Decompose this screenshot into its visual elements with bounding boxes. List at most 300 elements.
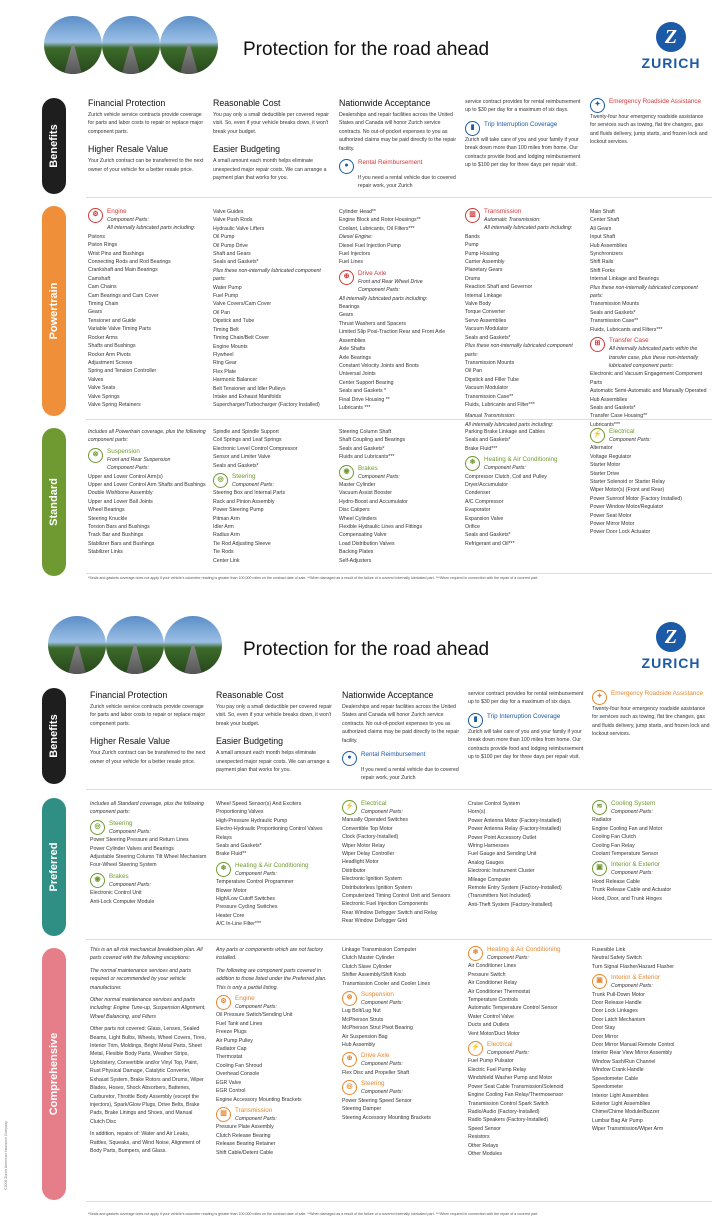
list-item: Linkage Transmission Computer	[342, 947, 417, 953]
list-item: Sensor and Limiter Valve	[213, 454, 271, 461]
list-item: Power Steering Speed Sensor	[342, 1097, 412, 1104]
list-item: Vacuum Assist Booster	[339, 490, 392, 497]
list-item: Torque Converter	[465, 309, 506, 316]
list-item: Lug Bolt/Lug Nut	[342, 1008, 381, 1015]
zurich-logo: Z ZURICH	[636, 622, 706, 671]
standard-section: Includes all Powertrain coverage, plus the following component parts: ⊗ Suspension Front and Rear Suspension Component Parts: Upper and Lower Control Arm(s) Upper and Lower Control Arm Shafts and Bushings Double Wishbone Assembly Upper and Lower Ball Joints Wheel Bearings Steering Knuckle Torsion Bars and Bushings Track Bar and Bushings Stabilizer Bars and Bushings Stabilizer Links Spindle and Spindle Support Coil Springs and Leaf Springs Electronic Level Control Compressor Sensor and Limiter Valve Seals and Gaskets* ◎ Steering Component Parts: Steering Box and Internal Parts Rack and Pinion Assembly Power Steering Pump Pitman Arm Idler Arm Radius Arm Tie Rod Adjusting Sleeve Tie Rods Center Link Steering Column Shaft Shaft Coupling and Bearings Seals and Gaskets* Fluids and Lubricants*** ◉ Brakes Component Parts: Master Cylinder Vacuum Assist Booster Hydro-Boost and Accumulator Disc Calipers Wheel Cylinders Flexible Hydraulic Lines and Fittings Compensating Valve Load Distribution Valves Backing Plates Self-Adjusters Parking Brake Linkage and Cables Seals and Gaskets* Brake Fluid*** ❄ Heating & Air Conditioning Component Parts: Compressor Clutch, Coil and Pulley Dryer/Accumulator Condenser A/C Compressor Evaporator Expansion Valve Orifice Seals and Gaskets* Refrigerant and Oil*** ⚡ Electrical Component Parts: Alternator Voltage Regulator Starter Motor Starter Drive Starter Solenoid or Starter Relay Wiper Motor(s) (Front and Rear) Power Sunroof Motor (Factory Installed) Power Window Motor/Regulator Power Seat Motor Power Mirror Motor Power Door Lock Actuator	[86, 428, 712, 574]
list-item: Turn Signal Flasher/Hazard Flasher	[592, 963, 674, 970]
list-item: Wiper Transmission/Wiper Arm	[592, 1126, 664, 1133]
parts-list	[590, 208, 710, 284]
list-item: Electro-Hydraulic Proportioning Control Valves	[216, 826, 323, 833]
list-item: Power Steering Pressure and Return Lines	[90, 837, 189, 844]
list-item: Overhead Console	[216, 1071, 260, 1078]
list-item: Pressure Plate Assembly	[216, 1124, 274, 1131]
list-item: A/C In-Line Filter***	[216, 921, 261, 928]
list-item: Clock (Factory-Installed)	[342, 834, 399, 841]
list-item: Interior Light Assemblies	[592, 1092, 649, 1099]
list-item: Variable Valve Timing Parts	[88, 326, 151, 333]
list-item: Electronic Level Control Compressor	[213, 445, 298, 452]
steering-icon: ◎	[90, 820, 105, 835]
list-item: Power Antenna Motor (Factory-Installed)	[468, 817, 562, 824]
list-item: Clutch Master Cylinder	[342, 955, 395, 962]
list-item: Shift Forks	[590, 267, 615, 274]
list-item: Thermostat	[216, 1054, 243, 1061]
parts-list	[339, 428, 457, 462]
band-preferred: Preferred	[42, 798, 66, 936]
list-item: Flex Disc and Propeller Shaft	[342, 1069, 410, 1076]
parts-list	[213, 428, 331, 470]
axle-icon: ⊕	[339, 270, 354, 285]
list-item: Door Mirror Manual Remote Control	[592, 1042, 675, 1049]
list-item: Air Conditioner Lines	[468, 963, 517, 970]
steering-icon: ◎	[213, 473, 228, 488]
list-item: Fuel Gauge and Sending Unit	[468, 851, 537, 858]
list-item: Oil Pump	[213, 234, 235, 241]
list-item: Hub Assemblies	[590, 242, 628, 249]
list-item: Spindle and Spindle Support	[213, 429, 279, 435]
list-item: Piston Rings	[88, 242, 118, 249]
list-item: Adjustable Steering Column Tilt Wheel Mechanism	[90, 854, 207, 861]
parts-list	[465, 428, 583, 453]
list-item: Heater Core	[216, 912, 245, 919]
list-item: Shafts and Bushings	[88, 343, 136, 350]
list-item: Vent Motor/Duct Motor	[468, 1030, 520, 1037]
car-icon: ●	[342, 751, 357, 766]
list-item: Clutch Release Bearing	[216, 1132, 271, 1139]
list-item: Timing Chain/Belt Cover	[213, 335, 270, 342]
list-item: Synchronizers	[590, 251, 623, 258]
list-item: Coil Springs and Leaf Springs	[213, 437, 282, 444]
brakes-icon: ◉	[339, 465, 354, 480]
cooling-icon: ≋	[592, 800, 607, 815]
list-item: Cam Chains	[88, 284, 117, 291]
list-item: Cooling Fan Clutch	[592, 834, 637, 841]
list-item: Fluids, Lubricants and Filters***	[590, 326, 663, 333]
parts-list	[88, 233, 206, 410]
parts-list	[590, 370, 710, 429]
list-item: Ring Gear	[213, 360, 237, 367]
list-item: Wheel Bearings	[88, 507, 125, 514]
list-item: Seals and Gaskets*	[465, 334, 511, 341]
header	[0, 600, 718, 680]
list-item: Fuel Pump Pulsator	[468, 1058, 514, 1065]
list-item: Bearings	[339, 304, 360, 311]
list-item: Temperature Controls	[468, 997, 518, 1004]
list-item: Adjustment Screws	[88, 359, 133, 366]
list-item: Gears	[339, 312, 354, 319]
z-icon: Z	[656, 22, 686, 52]
list-item: Hood, Door, and Trunk Hinges	[592, 895, 662, 902]
parts-list	[592, 878, 712, 903]
list-item: Engine Cooling Fan Relay/Thermosensor	[468, 1092, 564, 1099]
list-item: Coolant Temperature Sensor	[592, 851, 659, 858]
list-item: Horn(s)	[468, 809, 486, 816]
list-item: Steering Column Shaft	[339, 429, 392, 435]
list-item: Orifice	[465, 524, 480, 531]
list-item: Neutral Safety Switch	[592, 955, 642, 962]
parts-list	[216, 800, 334, 859]
list-item: Internal Linkage and Bearings	[590, 276, 659, 283]
list-item: Cooling Fan Relay	[592, 842, 635, 849]
list-item: Fluids and Lubricants***	[339, 454, 395, 461]
list-item: Pressure Switch	[468, 971, 506, 978]
list-item: Hydraulic Valve Lifters	[213, 225, 265, 232]
list-item: Timing Chain	[88, 301, 119, 308]
list-item: Power Mirror Motor	[590, 521, 635, 528]
list-item: Seals and Gaskets*	[213, 259, 259, 266]
list-item: Center Link	[213, 557, 240, 564]
road-photo-3	[160, 16, 218, 74]
list-item: Harmonic Balancer	[213, 377, 258, 384]
list-item: Servo Assemblies	[465, 317, 507, 324]
list-item: Power Window Motor/Regulator	[590, 504, 664, 511]
list-item: Trunk Pull-Down Motor	[592, 991, 645, 998]
top-sheet	[0, 0, 718, 600]
list-item: Condenser	[465, 490, 491, 497]
list-item: Blower Motor	[216, 887, 247, 894]
list-item: Diesel Fuel Injection Pump	[339, 242, 401, 249]
list-item: Clutch Slave Cylinder	[342, 963, 392, 970]
list-item: Fuel Lines	[339, 259, 363, 266]
road-photo-2	[106, 616, 164, 674]
parts-list	[342, 1069, 460, 1077]
list-item: Brake Fluid**	[216, 851, 247, 858]
list-item: Other Modules	[468, 1150, 503, 1157]
list-item: All Gears	[590, 225, 612, 232]
list-item: Bands	[465, 233, 480, 240]
list-item: Dipstick and Filler Tube	[465, 376, 519, 383]
list-item: Flexible Hydraulic Lines and Fittings	[339, 524, 423, 531]
list-item: Carrier Assembly	[465, 259, 505, 266]
list-item: Final Drive Housing **	[339, 396, 390, 403]
parts-list	[468, 1057, 586, 1158]
parts-list	[213, 284, 331, 410]
list-item: Automatic Temperature Control Sensor	[468, 1005, 558, 1012]
list-item: Release Bearing Retainer	[216, 1141, 276, 1148]
steering-icon: ◎	[342, 1080, 357, 1095]
list-item: Speed Sensor	[468, 1125, 501, 1132]
trip-icon: ▮	[465, 121, 480, 136]
parts-list	[342, 1097, 460, 1122]
list-item: Cruise Control System	[468, 801, 520, 807]
list-item: Power Sunroof Motor (Factory Installed)	[590, 495, 682, 502]
list-item: Oil Pan	[465, 368, 483, 375]
list-item: Compensating Valve	[339, 532, 387, 539]
list-item: Dryer/Accumulator	[465, 482, 508, 489]
list-item: Resistors	[468, 1134, 490, 1141]
electrical-icon: ⚡	[468, 1041, 483, 1056]
parts-list	[339, 208, 457, 233]
list-item: Hydro-Boost and Accumulator	[339, 498, 408, 505]
parts-list	[590, 300, 710, 334]
list-item: Valve Body	[465, 301, 491, 308]
list-item: Backing Plates	[339, 549, 374, 556]
zurich-logo: Z ZURICH	[636, 22, 706, 71]
list-item: Transmission Case**	[465, 393, 514, 400]
list-item: Pump	[465, 242, 479, 249]
parts-list	[342, 946, 460, 988]
list-item: Compressor Clutch, Coil and Pulley	[465, 473, 547, 480]
list-item: Fusesible Link	[592, 947, 626, 953]
list-item: Wheel Speed Sensor(s) And Exciters	[216, 801, 302, 807]
list-item: Hood Release Cable	[592, 878, 640, 885]
list-item: Electronic Instrument Cluster	[468, 868, 535, 875]
z-icon: Z	[656, 622, 686, 652]
list-item: Freeze Plugs	[216, 1029, 247, 1036]
list-item: Voltage Regulator	[590, 453, 632, 460]
list-item: Anti-Theft System (Factory-Installed)	[468, 901, 553, 908]
list-item: Shift Cable/Detent Cable	[216, 1149, 274, 1156]
hvac-icon: ❄	[468, 946, 483, 961]
list-item: Master Cylinder	[339, 482, 376, 489]
road-photo-1	[44, 16, 102, 74]
list-item: EGR Valve	[216, 1079, 242, 1086]
list-item: Upper and Lower Ball Joints	[88, 498, 153, 505]
list-item: Fuel Tank and Lines	[216, 1020, 263, 1027]
list-item: Cam Bearings and Cam Cover	[88, 292, 159, 299]
parts-list	[213, 208, 331, 267]
list-item: Seals and Gaskets*	[339, 445, 385, 452]
list-item: Door Mirror	[592, 1033, 619, 1040]
copyright-note: ©2006 Zurich American Insurance Company	[4, 1121, 8, 1190]
list-item: Ducts and Outlets	[468, 1022, 510, 1029]
parts-list	[592, 946, 712, 971]
list-item: Seals and Gaskets*	[465, 437, 511, 444]
list-item: Cylinder Head**	[339, 209, 376, 215]
list-item: Stabilizer Bars and Bushings	[88, 540, 155, 547]
parts-list	[216, 1123, 334, 1157]
list-item: Windshield Washer Pump and Motor	[468, 1075, 553, 1082]
list-item: Seals and Gaskets*	[216, 843, 262, 850]
parts-list	[90, 889, 208, 906]
transmission-icon: ▥	[465, 208, 480, 223]
list-item: Seals and Gaskets*	[213, 462, 259, 469]
roadside-icon: ✦	[592, 690, 607, 705]
brakes-icon: ◉	[90, 873, 105, 888]
parts-list	[342, 816, 460, 925]
list-item: Expansion Valve	[465, 515, 504, 522]
list-item: Intake and Exhaust Manifolds	[213, 393, 282, 400]
list-item: Wiper Delay Controller	[342, 851, 395, 858]
list-item: Reaction Shaft and Governor	[465, 284, 533, 291]
page-title: Protection for the road ahead	[243, 639, 490, 660]
list-item: Radio/Audio (Factory-Installed)	[468, 1108, 540, 1115]
parts-list	[339, 242, 457, 267]
engine-icon: ⚙	[216, 995, 231, 1010]
list-item: Electric Fuel Pump Relay	[468, 1066, 527, 1073]
list-item: Distributor	[342, 867, 366, 874]
list-item: Engine Cooling Fan and Motor	[592, 825, 663, 832]
list-item: Power Steering Pump	[213, 507, 264, 514]
list-item: Pitman Arm	[213, 515, 240, 522]
transmission-icon: ▥	[216, 1107, 231, 1122]
list-item: Axle Bearings	[339, 354, 372, 361]
parts-list	[465, 233, 583, 342]
list-item: Transfer Case Housing**	[590, 413, 648, 420]
list-item: Starter Solenoid or Starter Relay	[590, 479, 665, 486]
preferred-section: Includes all Standard coverage, plus the following component parts: ◎ Steering Component Parts: Power Steering Pressure and Return Lines Power Cylinder Valves and Bearings Adjustable Steering Column Tilt Wheel Mechanism Four-Wheel Steering System ◉ Brakes Component Parts: Electronic Control Unit Anti-Lock Computer Module Wheel Speed Sensor(s) And Exciters Proportioning Valves High-Pressure Hydraulic Pump Electro-Hydraulic Proportioning Control Valves Relays Seals and Gaskets* Brake Fluid** ❄ Heating & Air Conditioning Component Parts: Temperature Control Programmer Blower Motor High/Low Cutoff Switches Pressure Cycling Switches Heater Core A/C In-Line Filter*** ⚡ Electrical Component Parts: Manually Operated Switches Convertible Top Motor Clock (Factory-Installed) Wiper Motor Relay Wiper Delay Controller Headlight Motor Distributor Electronic Ignition System Distributorless Ignition System Computerized Timing Control Unit and Sensors Electronic Fuel Injection Components Rear Window Defogger Switch and Relay Rear Window Defogger Grid Cruise Control System Horn(s) Power Antenna Motor (Factory-Installed) Power Antenna Relay (Factory-Installed) Power Point Accessory Outlet Wiring Harnesses Fuel Gauge and Sending Unit Analog Gauges Electronic Instrument Cluster Mileage Computer Remote Entry System (Factory-Installed) (Transmitters Not Included) Anti-Theft System (Factory-Installed) ≋ Cooling System Component Parts: Radiator Engine Cooling Fan and Motor Cooling Fan Clutch Cooling Fan Relay Coolant Temperature Sensor ▣ Interior & Exterior Component Parts: Hood Release Cable Trunk Release Cable and Actuator Hood, Door, and Trunk Hinges	[86, 800, 712, 940]
list-item: Steering Knuckle	[88, 515, 128, 522]
list-item: Computerized Timing Control Unit and Sensors	[342, 893, 451, 900]
parts-list	[216, 1011, 334, 1103]
list-item: Automatic Semi-Automatic and Manually Operated Hub Assemblies	[590, 388, 707, 403]
list-item: Proportioning Valves	[216, 809, 264, 816]
list-item: Brake Fluid***	[465, 445, 498, 452]
parts-list	[590, 444, 710, 536]
list-item: Flex Plate	[213, 368, 237, 375]
list-item: Fuel Pump	[213, 293, 239, 300]
list-item: Self-Adjusters	[339, 557, 372, 564]
interior-icon: ▣	[592, 974, 607, 989]
list-item: Electronic Ignition System	[342, 876, 402, 883]
road-photo-2	[102, 16, 160, 74]
list-item: Air Pump Pulley	[216, 1037, 253, 1044]
list-item: Door Lock Linkages	[592, 1008, 638, 1015]
list-item: Valve Spring Retainers	[88, 401, 141, 408]
page-title: Protection for the road ahead	[243, 39, 490, 60]
parts-list	[339, 481, 457, 565]
list-item: Speedometer	[592, 1084, 624, 1091]
list-item: Rack and Pinion Assembly	[213, 498, 275, 505]
list-item: Planetary Gears	[465, 267, 503, 274]
list-item: Oil Pump Drive	[213, 242, 248, 249]
list-item: Valve Covers/Cam Cover	[213, 301, 272, 308]
list-item: Window Crank Handle	[592, 1067, 644, 1074]
list-item: Temperature Control Programmer	[216, 879, 294, 886]
list-item: Exterior Light Assemblies	[592, 1100, 651, 1107]
list-item: Torsion Bars and Bushings	[88, 524, 150, 531]
list-item: Shaft and Gears	[213, 251, 251, 258]
list-item: Transmission Mounts	[465, 359, 515, 366]
trip-icon: ▮	[468, 713, 483, 728]
list-item: Rocker Arm Pivots	[88, 351, 131, 358]
list-item: Supercharger/Turbocharger (Factory Installed)	[213, 402, 320, 409]
footnote: *Seals and gaskets coverage does not apply if your vehicle's odometer reading is greater than 100,000 miles on the contract date of sale. **When damaged as a result of the failure of a covered internally lubricated part. ***When required in connection with the repair of a covered part.	[88, 576, 539, 580]
list-item: Starter Drive	[590, 470, 620, 477]
list-item: Power Seat Motor	[590, 512, 632, 519]
hvac-icon: ❄	[216, 862, 231, 877]
list-item: Other Relays	[468, 1142, 499, 1149]
list-item: Manually Operated Switches	[342, 817, 409, 824]
list-item: Alternator	[590, 445, 613, 452]
list-item: Door Release Handle	[592, 1000, 642, 1007]
list-item: Hub Assembly	[342, 1042, 376, 1049]
list-item: Transmission Case**	[590, 318, 639, 325]
list-item: Spring and Tension Controller	[88, 368, 157, 375]
list-item: Tie Rod Adjusting Sleeve	[213, 540, 271, 547]
parts-list	[213, 489, 331, 565]
list-item: Dipstick and Tube	[213, 318, 255, 325]
list-item: McPherson Struts	[342, 1016, 384, 1023]
benefits-section: Financial Protection Zurich vehicle service contracts provide coverage for parts and labor costs to repair or replace major component parts. Higher Resale Value Your Zurich contract can be transferred to the next owner of your vehicle for a better resale price. Reasonable Cost You pay only a small deductible per covered repair visit. So, even if your vehicle breaks down, it won't break your budget. Easier Budgeting A small amount each month helps eliminate unexpected major repair costs. We can arrange a payment plan that works for you. Nationwide Acceptance Dealerships and repair facilities across the United States and Canada will honor Zurich service contracts. No out-of-pocket expenses to you as authorized claims may be paid directly to the repair facility. ● Rental Reimbursement If you need a rental vehicle due to covered repair work, your Zurich service contract provides for rental reimbursement up to $30 per day for a maximum of six days. ▮ Trip Interruption Coverage Zurich will take care of you and your family if your break down more than 100 miles from home. Our contracts provide food and lodging reimbursement up to $100 per day for three days per repair visit. ✦ Emergency Roadside Assistance Twenty-four hour emergency roadside assistance for services such as towing, flat tire changes, gas and fluids delivery, jump starts, and frozen lock and lockout services.	[86, 690, 712, 790]
list-item: Wiring Harnesses	[468, 843, 509, 850]
list-item: Cooling Fan Shroud	[216, 1062, 263, 1069]
list-item: Convertible Top Motor	[342, 825, 393, 832]
list-item: Seals and Gaskets*	[465, 532, 511, 539]
list-item: Parking Brake Linkage and Cables	[465, 429, 545, 435]
list-item: Valve Guides	[213, 209, 244, 215]
band-powertrain: Powertrain	[42, 206, 66, 416]
list-item: Disc Calipers	[339, 507, 370, 514]
list-item: Drums	[465, 275, 481, 282]
list-item: Window Sash/Run Channel	[592, 1058, 656, 1065]
list-item: A/C Compressor	[465, 498, 504, 505]
list-item: Engine Block and Rotor Housings**	[339, 217, 421, 224]
list-item: Connecting Rods and Rod Bearings	[88, 259, 171, 266]
list-item: Radius Arm	[213, 532, 240, 539]
list-item: Power Door Lock Actuator	[590, 529, 651, 536]
list-item: Main Shaft	[590, 209, 615, 215]
list-item: Belt Tensioner and Idler Pulleys	[213, 385, 286, 392]
list-item: Lubricants***	[590, 421, 620, 428]
list-item: Idler Arm	[213, 524, 234, 531]
road-photo-3	[164, 616, 222, 674]
electrical-icon: ⚡	[342, 800, 357, 815]
list-item: Limited Slip Posi-Traction Rear and Front Axle Assemblies	[339, 329, 446, 344]
list-item: Lubricants ***	[339, 404, 371, 411]
list-item: Wiper Motor Relay	[342, 842, 385, 849]
parts-list	[592, 991, 712, 1134]
parts-list	[90, 836, 208, 870]
list-item: Relays	[216, 834, 232, 841]
band-comprehensive: Comprehensive	[42, 948, 66, 1200]
benefits-section: Financial Protection Zurich vehicle service contracts provide coverage for parts and labor costs to repair or replace major component parts. Higher Resale Value Your Zurich contract can be transferred to the next owner of your vehicle for a better resale price. Reasonable Cost You pay only a small deductible per covered repair visit. So, even if your vehicle breaks down, it won't break your budget. Easier Budgeting A small amount each month helps eliminate unexpected major repair costs. We can arrange a payment plan that works for you. Nationwide Acceptance Dealerships and repair facilities across the United States and Canada will honor Zurich service contracts. No out-of-pocket expenses to you as authorized claims may be paid directly to the repair facility. ● Rental Reimbursement If you need a rental vehicle due to covered repair work, your Zurich service contract provides for rental reimbursement up to $30 per day for a maximum of six days. ▮ Trip Interruption Coverage Zurich will take care of you and your family if your break down more than 100 miles from home. Our contracts provide food and lodging reimbursement up to $100 per day for three days per repair visit. ✦ Emergency Roadside Assistance Twenty-four hour emergency roadside assistance for services such as towing, flat tire changes, gas and fluids delivery, jump starts, and frozen lock and lockout services.	[86, 98, 712, 198]
list-item: Radiator	[592, 817, 612, 824]
list-item: Rocker Arms	[88, 334, 118, 341]
list-item: EGR Control	[216, 1088, 246, 1095]
list-item: Power Seat Cable Transmission/Solenoid	[468, 1083, 564, 1090]
list-item: Rear Window Defogger Switch and Relay	[342, 909, 438, 916]
list-item: Coolant, Lubricants, Oil Filters***	[339, 225, 415, 232]
header	[0, 0, 718, 80]
list-item: Tie Rods	[213, 549, 234, 556]
list-item: Water Pump	[213, 284, 242, 291]
list-item: Starter Motor	[590, 462, 621, 469]
list-item: Oil Pan	[213, 309, 231, 316]
bottom-sheet	[0, 600, 718, 1228]
list-item: Upper and Lower Control Arm(s)	[88, 473, 163, 480]
list-item: Refrigerant and Oil***	[465, 540, 515, 547]
list-item: Valve Seats	[88, 385, 116, 392]
suspension-icon: ⊗	[88, 448, 103, 463]
suspension-icon: ⊗	[342, 991, 357, 1006]
list-item: Rear Window Defogger Grid	[342, 918, 408, 925]
list-item: Camshaft	[88, 275, 111, 282]
parts-list	[342, 1007, 460, 1049]
roadside-icon: ✦	[590, 98, 605, 113]
list-item: Transmission Mounts	[590, 301, 640, 308]
list-item: Power Antenna Relay (Factory-Installed)	[468, 826, 562, 833]
band-standard: Standard	[42, 428, 66, 576]
list-item: Pistons	[88, 233, 106, 240]
list-item: Track Bar and Bushings	[88, 532, 144, 539]
list-item: Fuel Injectors	[339, 251, 371, 258]
list-item: Electronic and Vacuum Engagement Component Parts	[590, 371, 703, 386]
list-item: Gears	[88, 309, 103, 316]
list-item: Four-Wheel Steering System	[90, 862, 157, 869]
powertrain-section: ⚙ Engine Component Parts: All internally lubricated parts including: Pistons Piston Rings Wrist Pins and Bushings Connecting Rods and Rod Bearings Crankshaft and Main Bearings Camshaft Cam Chains Cam Bearings and Cam Cover Timing Chain Gears Tensioner and Guide Variable Valve Timing Parts Rocker Arms Shafts and Bushings Rocker Arm Pivots Adjustment Screws Spring and Tension Controller Valves Valve Seats Valve Springs Valve Spring Retainers Valve Guides Valve Push Rods Hydraulic Valve Lifters Oil Pump Oil Pump Drive Shaft and Gears Seals and Gaskets* Plus these non-internally lubricated component parts: Water Pump Fuel Pump Valve Covers/Cam Cover Oil Pan Dipstick and Tube Timing Belt Timing Chain/Belt Cover Engine Mounts Flywheel Ring Gear Flex Plate Harmonic Balancer Belt Tensioner and Idler Pulleys Intake and Exhaust Manifolds Supercharger/Turbocharger (Factory Installed) Cylinder Head** Engine Block and Rotor Housings** Coolant, Lubricants, Oil Filters*** Diesel Engine: Diesel Fuel Injection Pump Fuel Injectors Fuel Lines ⊕ Drive Axle Front and Rear Wheel Drive Component Parts: All internally lubricated parts including: Bearings Gears Thrust Washers and Spacers Limited Slip Posi-Traction Rear and Front Axle Assemblies Axle Shafts Axle Bearings Constant Velocity Joints and Boots Universal Joints Center Support Bearing Seals and Gaskets * Final Drive Housing ** Lubricants *** ▥ Transmission Automatic Transmission: All internally lubricated parts including: Bands Pump Pump Housing Carrier Assembly Planetary Gears Drums Reaction Shaft and Governor Internal Linkage Valve Body Torque Converter Servo Assemblies Vacuum Modulator Seals and Gaskets* Plus these non-internally lubricated component parts: Transmission Mounts Oil Pan Dipstick and Filler Tube Vacuum Modulator Transmission Case** Fluids, Lubricants and Filter*** Manual Transmission: All internally lubricated parts including: Main Shaft Center Shaft All Gears Input Shaft Hub Assemblies Synchronizers Shift Rails Shift Forks Internal Linkage and Bearings Plus these non-internally lubricated component parts: Transmission Mounts Seals and Gaskets* Transmission Case** Fluids, Lubricants and Filters*** ⊞ Transfer Case All internally lubricated parts within the transfer case, plus these non-internally lubricated component parts: Electronic and Vacuum Engagement Component Parts Automatic Semi-Automatic and Manually Operated Hub Assemblies Seals and Gaskets* Transfer Case Housing** Lubricants***	[86, 208, 712, 420]
list-item: Center Support Bearing	[339, 379, 394, 386]
list-item: Shifter Assembly/Shift Knob	[342, 972, 407, 979]
engine-icon: ⚙	[88, 208, 103, 223]
interior-icon: ▣	[592, 861, 607, 876]
list-item: Steering Damper	[342, 1106, 382, 1113]
list-item: Universal Joints	[339, 371, 376, 378]
list-item: Headlight Motor	[342, 859, 379, 866]
list-item: Steering Accessory Mounting Brackets	[342, 1114, 431, 1121]
list-item: Electronic Control Unit	[90, 890, 142, 897]
list-item: Door Latch Mechanism	[592, 1016, 646, 1023]
